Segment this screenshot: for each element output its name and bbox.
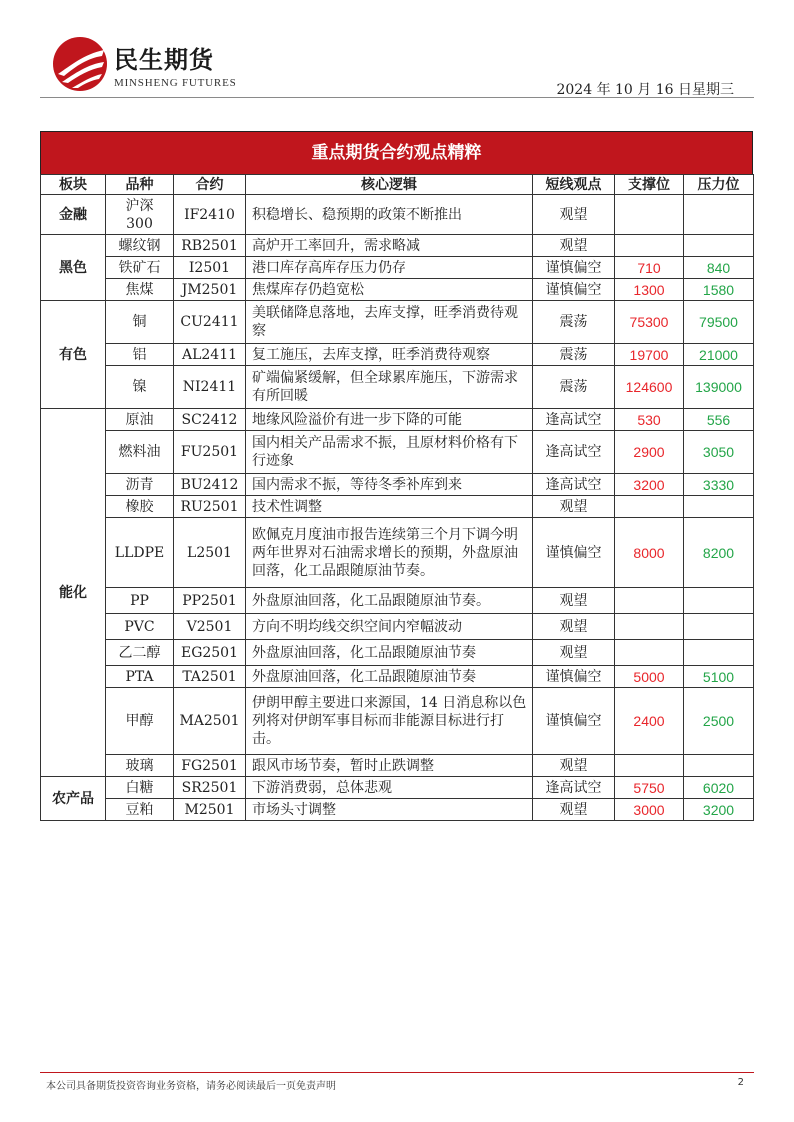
logic-cell: 矿端偏紧缓解，但全球累库施压，下游需求有所回暖 — [246, 366, 533, 409]
support-cell — [615, 614, 684, 640]
table-body — [41, 195, 754, 821]
table-row — [41, 518, 754, 588]
support-cell: 5750 — [615, 777, 684, 799]
variety-cell: 原油 — [106, 409, 174, 431]
resistance-cell: 139000 — [684, 366, 754, 409]
sector-label: 金融 — [41, 195, 106, 235]
col-header-support: 支撑位 — [615, 175, 684, 195]
table-row — [41, 688, 754, 755]
contract-cell: MA2501 — [174, 688, 246, 755]
variety-cell: 甲醇 — [106, 688, 174, 755]
col-header-block: 板块 — [41, 175, 106, 195]
view-cell: 观望 — [533, 614, 615, 640]
logic-cell: 伊朗甲醇主要进口来源国，14 日消息称以色列将对伊朗军事目标而非能源目标进行打击。 — [246, 688, 533, 755]
view-cell: 谨慎偏空 — [533, 666, 615, 688]
table-row — [41, 235, 754, 257]
table-row — [41, 409, 754, 431]
view-cell: 震荡 — [533, 366, 615, 409]
resistance-cell — [684, 588, 754, 614]
contract-cell: EG2501 — [174, 640, 246, 666]
support-cell: 710 — [615, 257, 684, 279]
col-header-logic: 核心逻辑 — [246, 175, 533, 195]
table-row — [41, 799, 754, 821]
variety-cell: 沥青 — [106, 474, 174, 496]
variety-cell: 铝 — [106, 344, 174, 366]
support-cell: 124600 — [615, 366, 684, 409]
header-divider — [40, 97, 754, 98]
sector-label: 农产品 — [41, 777, 106, 821]
logic-cell: 焦煤库存仍趋宽松 — [246, 279, 533, 301]
view-cell: 逢高试空 — [533, 409, 615, 431]
variety-cell: 燃料油 — [106, 431, 174, 474]
resistance-cell: 21000 — [684, 344, 754, 366]
support-cell: 8000 — [615, 518, 684, 588]
contract-cell: CU2411 — [174, 301, 246, 344]
support-cell — [615, 588, 684, 614]
col-header-contract: 合约 — [174, 175, 246, 195]
variety-cell: 豆粕 — [106, 799, 174, 821]
resistance-cell — [684, 640, 754, 666]
logic-cell: 跟风市场节奏，暂时止跌调整 — [246, 755, 533, 777]
table-header-row — [41, 175, 754, 195]
resistance-cell: 3330 — [684, 474, 754, 496]
support-cell: 2900 — [615, 431, 684, 474]
view-cell: 谨慎偏空 — [533, 279, 615, 301]
resistance-cell: 1580 — [684, 279, 754, 301]
table-row — [41, 301, 754, 344]
table-row — [41, 640, 754, 666]
contract-cell: NI2411 — [174, 366, 246, 409]
support-cell: 1300 — [615, 279, 684, 301]
support-cell — [615, 195, 684, 235]
variety-cell: 铜 — [106, 301, 174, 344]
contract-cell: IF2410 — [174, 195, 246, 235]
logic-cell: 地缘风险溢价有进一步下降的可能 — [246, 409, 533, 431]
view-cell: 谨慎偏空 — [533, 518, 615, 588]
variety-cell: 焦煤 — [106, 279, 174, 301]
logic-cell: 国内相关产品需求不振，且原材料价格有下行迹象 — [246, 431, 533, 474]
page-number: 2 — [737, 1077, 744, 1088]
view-cell: 谨慎偏空 — [533, 688, 615, 755]
contract-cell: SC2412 — [174, 409, 246, 431]
table-row — [41, 344, 754, 366]
resistance-cell — [684, 614, 754, 640]
variety-cell: PP — [106, 588, 174, 614]
table-row — [41, 755, 754, 777]
view-cell: 观望 — [533, 195, 615, 235]
resistance-cell — [684, 235, 754, 257]
table-row — [41, 195, 754, 235]
resistance-cell — [684, 496, 754, 518]
variety-cell: PVC — [106, 614, 174, 640]
view-cell: 震荡 — [533, 344, 615, 366]
contract-cell: L2501 — [174, 518, 246, 588]
contract-cell: BU2412 — [174, 474, 246, 496]
table-row — [41, 279, 754, 301]
resistance-cell: 5100 — [684, 666, 754, 688]
resistance-cell: 840 — [684, 257, 754, 279]
contract-cell: FU2501 — [174, 431, 246, 474]
view-cell: 谨慎偏空 — [533, 257, 615, 279]
logic-cell: 市场头寸调整 — [246, 799, 533, 821]
logic-cell: 高炉开工率回升，需求略减 — [246, 235, 533, 257]
resistance-cell: 2500 — [684, 688, 754, 755]
variety-cell: 镍 — [106, 366, 174, 409]
contract-cell: PP2501 — [174, 588, 246, 614]
logic-cell: 港口库存高库存压力仍存 — [246, 257, 533, 279]
contract-cell: M2501 — [174, 799, 246, 821]
logic-cell: 下游消费弱，总体悲观 — [246, 777, 533, 799]
logic-cell: 外盘原油回落，化工品跟随原油节奏 — [246, 640, 533, 666]
variety-cell: 白糖 — [106, 777, 174, 799]
table-banner: 重点期货合约观点精粹 — [40, 131, 753, 174]
view-cell: 震荡 — [533, 301, 615, 344]
variety-cell: 沪深 300 — [106, 195, 174, 235]
support-cell: 19700 — [615, 344, 684, 366]
resistance-cell — [684, 195, 754, 235]
company-logo — [52, 36, 242, 96]
resistance-cell: 3200 — [684, 799, 754, 821]
variety-cell: 铁矿石 — [106, 257, 174, 279]
variety-cell: LLDPE — [106, 518, 174, 588]
logic-cell: 国内需求不振，等待冬季补库到来 — [246, 474, 533, 496]
variety-cell: 橡胶 — [106, 496, 174, 518]
logic-cell: 复工施压，去库支撑，旺季消费待观察 — [246, 344, 533, 366]
futures-view-sheet — [40, 131, 753, 821]
logic-cell: 美联储降息落地，去库支撑，旺季消费待观察 — [246, 301, 533, 344]
brand-name: 民生期货 — [114, 46, 214, 74]
support-cell: 2400 — [615, 688, 684, 755]
futures-table — [40, 174, 754, 821]
resistance-cell: 79500 — [684, 301, 754, 344]
view-cell: 观望 — [533, 496, 615, 518]
view-cell: 观望 — [533, 235, 615, 257]
contract-cell: FG2501 — [174, 755, 246, 777]
contract-cell: RU2501 — [174, 496, 246, 518]
table-row — [41, 474, 754, 496]
view-cell: 观望 — [533, 640, 615, 666]
logic-cell: 外盘原油回落，化工品跟随原油节奏。 — [246, 588, 533, 614]
support-cell: 3200 — [615, 474, 684, 496]
contract-cell: RB2501 — [174, 235, 246, 257]
resistance-cell: 556 — [684, 409, 754, 431]
view-cell: 观望 — [533, 799, 615, 821]
contract-cell: AL2411 — [174, 344, 246, 366]
logic-cell: 外盘原油回落，化工品跟随原油节奏 — [246, 666, 533, 688]
view-cell: 逢高试空 — [533, 431, 615, 474]
contract-cell: SR2501 — [174, 777, 246, 799]
view-cell: 逢高试空 — [533, 777, 615, 799]
variety-cell: PTA — [106, 666, 174, 688]
sector-label: 有色 — [41, 301, 106, 409]
logic-cell: 积稳增长、稳预期的政策不断推出 — [246, 195, 533, 235]
support-cell: 530 — [615, 409, 684, 431]
table-row — [41, 366, 754, 409]
resistance-cell: 8200 — [684, 518, 754, 588]
table-row — [41, 614, 754, 640]
col-header-resistance: 压力位 — [684, 175, 754, 195]
view-cell: 观望 — [533, 588, 615, 614]
table-row — [41, 777, 754, 799]
variety-cell: 玻璃 — [106, 755, 174, 777]
view-cell: 观望 — [533, 755, 615, 777]
contract-cell: I2501 — [174, 257, 246, 279]
support-cell — [615, 755, 684, 777]
support-cell — [615, 640, 684, 666]
support-cell: 3000 — [615, 799, 684, 821]
resistance-cell — [684, 755, 754, 777]
logic-cell: 欧佩克月度油市报告连续第三个月下调今明两年世界对石油需求增长的预期，外盘原油回落，化工品跟随原油节奏。 — [246, 518, 533, 588]
table-row — [41, 496, 754, 518]
table-row — [41, 588, 754, 614]
support-cell: 75300 — [615, 301, 684, 344]
sector-label: 黑色 — [41, 235, 106, 301]
brand-name-english: MINSHENG FUTURES — [114, 77, 237, 89]
report-date: 2024 年 10 月 16 日星期三 — [556, 82, 734, 98]
resistance-cell: 6020 — [684, 777, 754, 799]
footer-divider — [40, 1072, 754, 1073]
support-cell: 5000 — [615, 666, 684, 688]
view-cell: 逢高试空 — [533, 474, 615, 496]
table-row — [41, 257, 754, 279]
disclaimer-note: 本公司具备期货投资咨询业务资格，请务必阅读最后一页免责声明 — [46, 1081, 336, 1092]
table-row — [41, 431, 754, 474]
support-cell — [615, 235, 684, 257]
contract-cell: TA2501 — [174, 666, 246, 688]
minsheng-logo-icon — [52, 36, 108, 92]
support-cell — [615, 496, 684, 518]
resistance-cell: 3050 — [684, 431, 754, 474]
logic-cell: 方向不明均线交织空间内窄幅波动 — [246, 614, 533, 640]
col-header-view: 短线观点 — [533, 175, 615, 195]
sector-label: 能化 — [41, 409, 106, 777]
table-row — [41, 666, 754, 688]
logic-cell: 技术性调整 — [246, 496, 533, 518]
col-header-variety: 品种 — [106, 175, 174, 195]
variety-cell: 螺纹钢 — [106, 235, 174, 257]
contract-cell: JM2501 — [174, 279, 246, 301]
variety-cell: 乙二醇 — [106, 640, 174, 666]
contract-cell: V2501 — [174, 614, 246, 640]
